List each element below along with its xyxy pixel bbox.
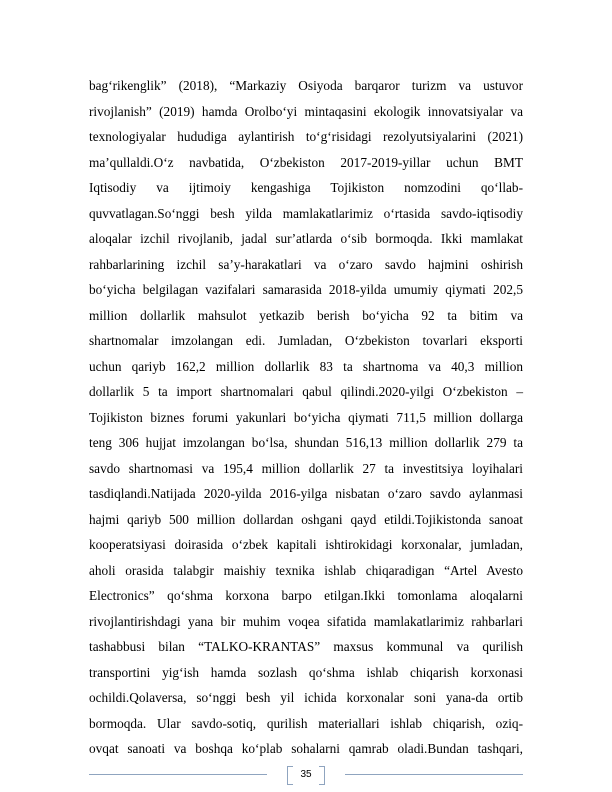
text-line: bagʻrikenglik” (2018), “Markaziy Osiyoda barqaror turizm va ustuvor xyxy=(89,78,523,93)
text-line: rivojlantirishdagi yana bir muhim voqea sifatida mamlakatlarimiz rahbarlari xyxy=(89,613,523,629)
text-line: million dollarlik mahsulot yetkazib berish boʻyicha 92 ta bitim va xyxy=(89,307,523,323)
page-footer xyxy=(89,765,523,785)
text-line: tashabbusi bilan “TALKO-KRANTAS” maxsus kommunal va qurilish xyxy=(89,639,523,654)
text-line: ovqat sanoati va boshqa koʻplab sohalarni qamrab oladi.Bundan tashqari, xyxy=(89,741,523,756)
text-line: shartnomalar imzolangan edi. Jumladan, Oʻzbekiston tovarlari eksporti xyxy=(89,333,523,348)
text-line: Electronics” qoʻshma korxona barpo etilgan.Ikki tomonlama aloqalarni xyxy=(89,588,523,603)
text-line: savdo shartnomasi va 195,4 million dollarlik 27 ta investitsiya loyihalari xyxy=(89,460,523,476)
footer-rule-right xyxy=(345,774,523,775)
body-text xyxy=(89,73,523,762)
text-line: teng 306 hujjat imzolangan boʻlsa, shundan 516,13 million dollarlik 279 ta xyxy=(89,435,523,450)
text-line: texnologiyalar hududiga aylantirish toʻgʻrisidagi rezolyutsiyalarini (2021) xyxy=(89,129,523,144)
text-line: dollarlik 5 ta import shartnomalari qabul qilindi.2020-yilgi Oʻzbekiston – xyxy=(89,384,523,399)
text-line: maʼqullaldi.Oʻz navbatida, Oʻzbekiston 2017-2019-yillar uchun BMT xyxy=(89,154,523,170)
text-line: quvvatlagan.Soʻnggi besh yilda mamlakatlarimiz oʻrtasida savdo-iqtisodiy xyxy=(89,205,523,221)
text-line: aloqalar izchil rivojlanib, jadal surʼatlarda oʻsib bormoqda. Ikki mamlakat xyxy=(89,231,523,246)
text-line: transportini yigʻish hamda sozlash qoʻshma ishlab chiqarish korxonasi xyxy=(89,664,523,680)
bracket-right-icon xyxy=(319,766,325,785)
text-line: ochildi.Qolaversa, soʻnggi besh yil ichida korxonalar soni yana-da ortib xyxy=(89,690,523,705)
footer-rule-left xyxy=(89,774,267,775)
bracket-left-icon xyxy=(287,766,293,785)
text-line: bormoqda. Ular savdo-sotiq, qurilish materiallari ishlab chiqarish, oziq- xyxy=(89,715,523,731)
page-number-box xyxy=(269,765,343,785)
text-line: kooperatsiyasi doirasida oʻzbek kapitali ishtirokidagi korxonalar, jumladan, xyxy=(89,537,523,552)
text-line: rivojlanish” (2019) hamda Orolboʻyi mintaqasini ekologik innovatsiyalar va xyxy=(89,103,523,119)
text-line: hajmi qariyb 500 million dollardan oshgani qayd etildi.Tojikistonda sanoat xyxy=(89,511,523,527)
text-line: uchun qariyb 162,2 million dollarlik 83 ta shartnoma va 40,3 million xyxy=(89,358,523,374)
text-line: aholi orasida talabgir maishiy texnika ishlab chiqaradigan “Artel Avesto xyxy=(89,562,523,578)
text-line: tasdiqlandi.Natijada 2020-yilda 2016-yilga nisbatan oʻzaro savdo aylanmasi xyxy=(89,486,523,501)
text-line: boʻyicha belgilagan vazifalari samarasida 2018-yilda umumiy qiymati 202,5 xyxy=(89,282,523,297)
text-line: rahbarlarining izchil saʼy-harakatlari va oʻzaro savdo hajmini oshirish xyxy=(89,256,523,272)
text-line: Tojikiston biznes forumi yakunlari boʻyicha qiymati 711,5 million dollarga xyxy=(89,409,523,425)
page-number: 35 xyxy=(300,769,312,780)
text-line: Iqtisodiy va ijtimoiy kengashiga Tojikiston nomzodini qoʻllab- xyxy=(89,180,523,195)
